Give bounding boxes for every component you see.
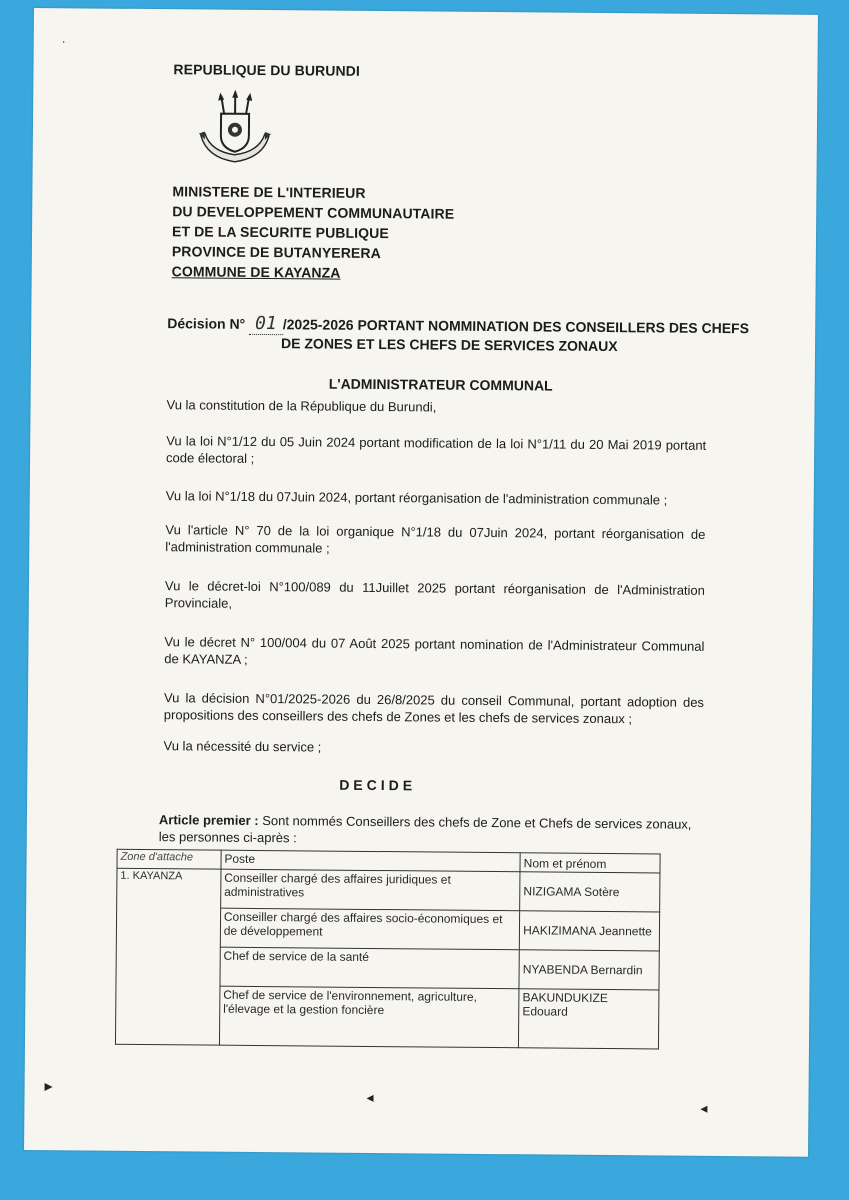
decision-title <box>167 312 749 339</box>
consideration: Vu l'article N° 70 de la loi organique N°1/18 du 07Juin 2024, portant réorganisation de l'administration communale ; <box>165 522 706 556</box>
consideration: Vu la décision N°01/2025-2026 du 26/8/2025 du conseil Communal, portant adoption des propositions des conseillers des chefs de Zones et les chefs de services zonaux ; <box>163 690 705 727</box>
ministry-line: DU DEVELOPPEMENT COMMUNAUTAIRE <box>172 203 455 222</box>
scan-mark: ◂ <box>700 1099 708 1116</box>
consideration: Vu le décret-loi N°100/089 du 11Juillet 2025 portant réorganisation de l'Administration Provinciale, <box>164 578 706 611</box>
decision-prefix: Décision N° <box>167 315 246 332</box>
nom-cell: BAKUNDUKIZE Edouard <box>519 989 659 1049</box>
table-row <box>117 868 660 912</box>
decision-number <box>249 313 283 335</box>
nom-cell: NIZIGAMA Sotère <box>520 872 660 912</box>
poste-cell: Conseiller chargé des affaires juridiques et administratives <box>220 869 520 911</box>
handwritten-number: 01 <box>255 312 277 335</box>
scan-mark: ▸ <box>44 1078 53 1096</box>
consideration: Vu le décret N° 100/004 du 07 Août 2025 portant nomination de l'Administrateur Communal de KAYANZA ; <box>164 634 705 667</box>
scan-mark: ◂ <box>366 1088 374 1106</box>
consideration: Vu la constitution de la République du Burundi, <box>166 397 437 415</box>
burundi-coat-of-arms-icon <box>195 87 276 172</box>
consideration: Vu la loi N°1/18 du 07Juin 2024, portant réorganisation de l'administration communale ; <box>165 488 668 508</box>
scan-mark: · <box>61 34 66 49</box>
poste-cell: Chef de service de la santé <box>220 947 520 989</box>
republic-heading: REPUBLIQUE DU BURUNDI <box>173 61 360 79</box>
poste-cell: Chef de service de l'environnement, agriculture, l'élevage et la gestion foncière <box>219 986 519 1048</box>
article-premier <box>159 811 704 850</box>
decision-title-line2: DE ZONES ET LES CHEFS DE SERVICES ZONAUX <box>281 335 618 355</box>
header-poste: Poste <box>221 850 520 872</box>
decide-heading: DECIDE <box>339 776 417 794</box>
commune-line: COMMUNE DE KAYANZA <box>171 263 341 281</box>
appointments-table <box>115 849 661 1050</box>
ministry-block <box>172 181 455 283</box>
header-nom: Nom et prénom <box>520 853 660 873</box>
nom-cell: HAKIZIMANA Jeannette <box>519 911 659 951</box>
authority-heading: L'ADMINISTRATEUR COMMUNAL <box>328 375 553 394</box>
zone-cell: 1. KAYANZA <box>115 868 220 1045</box>
decision-title-rest: /2025-2026 PORTANT NOMMINATION DES CONSEILLERS DES CHEFS <box>282 316 750 337</box>
ministry-line: MINISTERE DE L'INTERIEUR <box>172 183 366 201</box>
document-page <box>24 8 818 1157</box>
nom-cell: NYABENDA Bernardin <box>519 950 659 990</box>
consideration: Vu la loi N°1/12 du 05 Juin 2024 portant modification de la loi N°1/11 du 20 Mai 2019 portant code électoral ; <box>166 433 707 466</box>
consideration: Vu la nécessité du service ; <box>163 738 322 755</box>
article-text: Sont nommés Conseillers des chefs de Zone et Chefs de services zonaux, les personnes ci-après : <box>158 813 692 846</box>
ministry-line: ET DE LA SECURITE PUBLIQUE <box>171 223 389 242</box>
ministry-line: PROVINCE DE BUTANYERERA <box>171 243 381 262</box>
poste-cell: Conseiller chargé des affaires socio-économiques et de développement <box>220 908 520 950</box>
header-zone: Zone d'attache <box>117 849 221 869</box>
article-label: Article premier : <box>158 812 259 828</box>
